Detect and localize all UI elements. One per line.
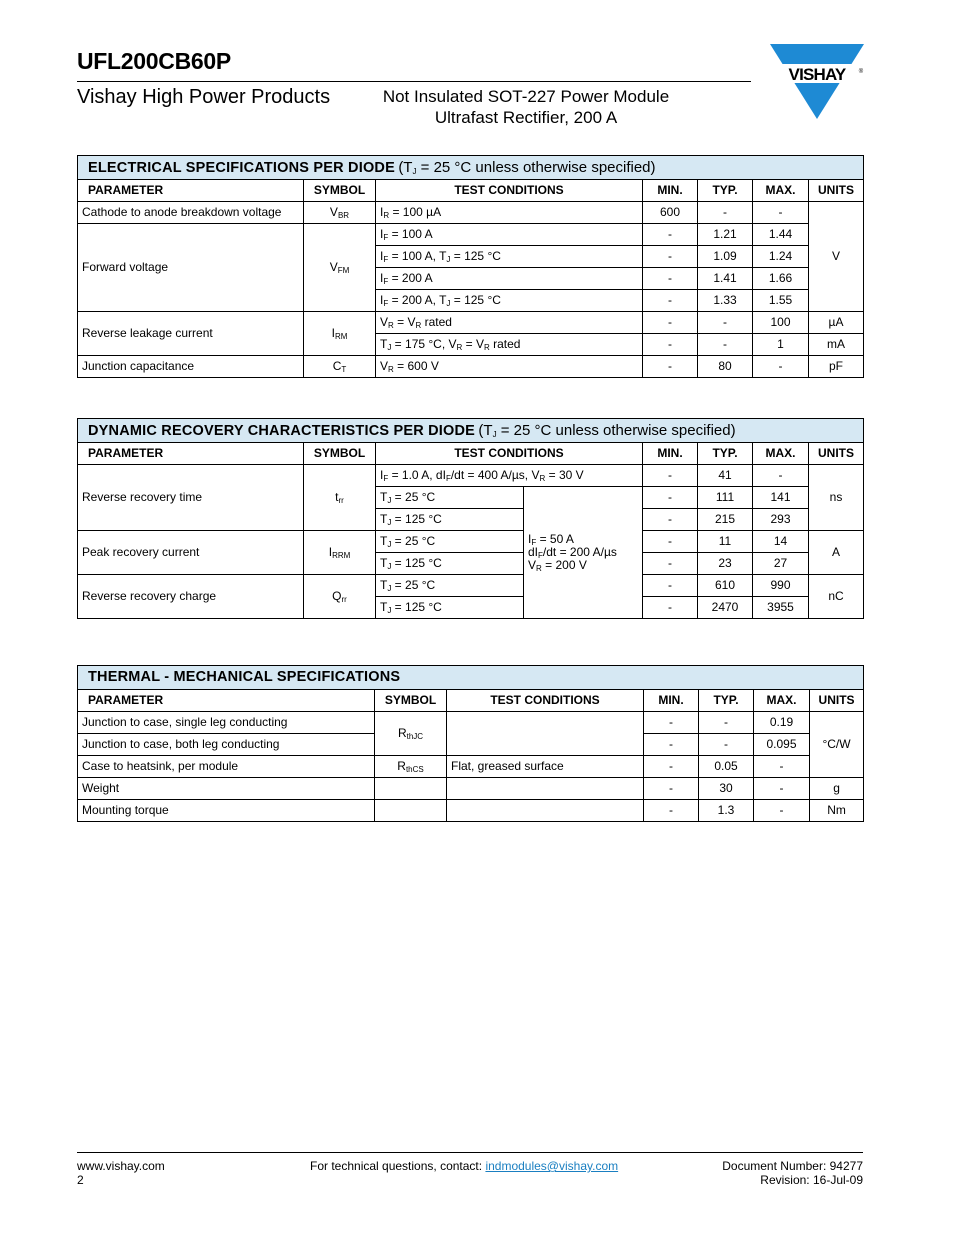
col-units: UNITS [810,690,864,712]
param-cell: Mounting torque [78,800,375,822]
typ-cell: 1.33 [698,290,753,312]
typ-cell: 41 [698,465,753,487]
max-cell: 0.19 [754,712,810,734]
units-cell: g [810,778,864,800]
typ-cell: 23 [698,553,753,575]
logo-registered-mark: ® [858,69,864,75]
max-cell: 27 [753,553,809,575]
shared-condition-line: $dI_F/dt = 200$ A/µs [528,545,617,560]
typ-cell: - [698,334,753,356]
revision: Revision: 16-Jul-09 [760,1173,863,1187]
min-cell: - [643,246,698,268]
param-cell: Reverse recovery charge [78,575,304,619]
typ-cell: 610 [698,575,753,597]
condition-cell: $I_F = 1.0$ A, $dI_F/dt = 400$ A/µs, $V_R = 30$ V [376,465,643,487]
shared-condition-line: $I_F = 50$ A [528,532,574,547]
max-cell: 100 [753,312,809,334]
min-cell: - [643,268,698,290]
table-row [78,800,864,822]
footer-contact [310,1159,618,1173]
shared-condition-cell [524,487,643,619]
col-typ: TYP. [699,690,754,712]
table-title-row [78,419,864,443]
condition-cell: $I_F = 200$ A, $T_J = 125$ °C [376,290,643,312]
typ-cell: - [699,734,754,756]
symbol-cell: $V_{FM}$ [304,224,376,312]
condition-cell: $T_J = 25$ °C [376,575,524,597]
logo-text: VISHAY [788,65,846,84]
title-text: DYNAMIC RECOVERY CHARACTERISTICS PER DIODE [88,422,476,439]
col-typ: TYP. [698,180,753,202]
max-cell: - [754,756,810,778]
units-cell: A [809,531,864,575]
col-parameter: PARAMETER [78,443,304,465]
col-max: MAX. [754,690,810,712]
symbol-cell: $t_{rr}$ [304,465,376,531]
page-number: 2 [77,1173,84,1187]
col-parameter: PARAMETER [78,180,304,202]
typ-cell: 2470 [698,597,753,619]
typ-cell: 11 [698,531,753,553]
typ-cell: 215 [698,509,753,531]
typ-cell: 1.41 [698,268,753,290]
units-cell: pF [809,356,864,378]
column-header-row [78,690,864,712]
typ-cell: - [699,712,754,734]
param-cell: Reverse recovery time [78,465,304,531]
typ-cell: 0.05 [699,756,754,778]
product-subtitle [356,86,696,128]
electrical-specifications-table [77,155,864,378]
max-cell: 1.44 [753,224,809,246]
param-cell: Junction to case, single leg conducting [78,712,375,734]
symbol-cell: $V_{BR}$ [304,202,376,224]
max-cell: - [753,356,809,378]
condition-cell: $I_R = 100$ µA [376,202,643,224]
min-cell: - [644,800,699,822]
table-title [78,156,864,180]
units-cell: µA [809,312,864,334]
condition-cell: $I_F = 100$ A [376,224,643,246]
min-cell: 600 [643,202,698,224]
table-title-row [78,156,864,180]
param-cell: Forward voltage [78,224,304,312]
brand-line: Vishay High Power Products [77,86,331,108]
min-cell: - [643,356,698,378]
condition-cell: $T_J = 25$ °C [376,531,524,553]
table-row [78,712,864,734]
param-cell: Junction to case, both leg conducting [78,734,375,756]
max-cell: 3955 [753,597,809,619]
header-rule [77,81,751,82]
symbol-cell: $Q_{rr}$ [304,575,376,619]
min-cell: - [644,778,699,800]
thermal-mechanical-table [77,665,864,822]
typ-cell: 1.09 [698,246,753,268]
condition-cell: $T_J = 175$ °C, $V_R = V_R$ rated [376,334,643,356]
condition-cell: Flat, greased surface [447,756,644,778]
min-cell: - [643,312,698,334]
condition-cell: $V_R = V_R$ rated [376,312,643,334]
symbol-cell [375,778,447,800]
typ-cell: 80 [698,356,753,378]
col-min: MIN. [643,180,698,202]
col-units: UNITS [809,180,864,202]
column-header-row [78,180,864,202]
part-number: UFL200CB60P [77,48,231,74]
condition-cell: $I_F = 200$ A [376,268,643,290]
param-cell: Cathode to anode breakdown voltage [78,202,304,224]
footer-right [722,1159,863,1187]
table-row [78,356,864,378]
condition-cell: $T_J = 125$ °C [376,509,524,531]
min-cell: - [643,224,698,246]
param-cell: Reverse leakage current [78,312,304,356]
min-cell: - [644,734,699,756]
min-cell: - [643,597,698,619]
document-number: Document Number: 94277 [722,1159,863,1173]
units-cell: ns [809,465,864,531]
symbol-cell: $R_{thJC}$ [375,712,447,756]
condition-cell [447,800,644,822]
condition-cell: $V_R = 600$ V [376,356,643,378]
max-cell: - [753,465,809,487]
col-typ: TYP. [698,443,753,465]
min-cell: - [643,531,698,553]
units-cell: V [809,202,864,312]
subtitle-line-2: Ultrafast Rectifier, 200 A [434,108,618,127]
table-row [78,531,864,553]
col-test-conditions: TEST CONDITIONS [376,443,643,465]
units-cell: °C/W [810,712,864,778]
symbol-cell [375,800,447,822]
subtitle-line-1: Not Insulated SOT-227 Power Module [382,87,670,106]
min-cell: - [643,290,698,312]
table-row [78,778,864,800]
min-cell: - [643,465,698,487]
table-title-row [78,666,864,690]
max-cell: 1.66 [753,268,809,290]
max-cell: 1 [753,334,809,356]
title-text: ELECTRICAL SPECIFICATIONS PER DIODE [88,159,395,176]
typ-cell: - [698,312,753,334]
param-cell: Junction capacitance [78,356,304,378]
col-max: MAX. [753,180,809,202]
footer-left [77,1159,165,1187]
col-units: UNITS [809,443,864,465]
param-cell: Peak recovery current [78,531,304,575]
min-cell: - [643,487,698,509]
min-cell: - [644,712,699,734]
typ-cell: 1.3 [699,800,754,822]
min-cell: - [643,553,698,575]
table-row [78,202,864,224]
units-cell: nC [809,575,864,619]
max-cell: 1.55 [753,290,809,312]
col-parameter: PARAMETER [78,690,375,712]
title-text: THERMAL - MECHANICAL SPECIFICATIONS [88,669,401,685]
condition-cell: $T_J = 125$ °C [376,553,524,575]
min-cell: - [643,575,698,597]
max-cell: - [754,800,810,822]
column-header-row [78,443,864,465]
col-max: MAX. [753,443,809,465]
title-condition: ($T_J = 25$ °C unless otherwise specified) [478,421,736,439]
condition-cell: $T_J = 25$ °C [376,487,524,509]
max-cell: 0.095 [754,734,810,756]
symbol-cell: $R_{thCS}$ [375,756,447,778]
max-cell: 141 [753,487,809,509]
typ-cell: 1.21 [698,224,753,246]
table-row [78,756,864,778]
typ-cell: - [698,202,753,224]
table-row [78,312,864,334]
max-cell: 14 [753,531,809,553]
dynamic-recovery-table [77,418,864,619]
typ-cell: 111 [698,487,753,509]
col-min: MIN. [643,443,698,465]
shared-condition-line: $V_R = 200$ V [528,558,587,573]
vishay-logo [770,44,864,120]
footer-rule [77,1152,863,1153]
min-cell: - [644,756,699,778]
min-cell: - [643,334,698,356]
units-cell: Nm [810,800,864,822]
contact-email-link[interactable]: indmodules@vishay.com [485,1159,619,1173]
col-symbol: SYMBOL [304,180,376,202]
col-test-conditions: TEST CONDITIONS [376,180,643,202]
table-row [78,224,864,246]
max-cell: - [754,778,810,800]
col-symbol: SYMBOL [304,443,376,465]
col-min: MIN. [644,690,699,712]
table-row [78,465,864,487]
condition-cell [447,778,644,800]
col-test-conditions: TEST CONDITIONS [447,690,644,712]
condition-cell: $T_J = 125$ °C [376,597,524,619]
param-cell: Weight [78,778,375,800]
max-cell: 990 [753,575,809,597]
min-cell: - [643,509,698,531]
symbol-cell: $C_T$ [304,356,376,378]
table-title [78,419,864,443]
table-title [78,666,864,690]
param-cell: Case to heatsink, per module [78,756,375,778]
contact-label: For technical questions, contact: [310,1159,486,1173]
max-cell: 1.24 [753,246,809,268]
col-symbol: SYMBOL [375,690,447,712]
max-cell: - [753,202,809,224]
title-condition: ($T_J = 25$ °C unless otherwise specified) [398,158,656,176]
units-cell: mA [809,334,864,356]
condition-cell: $I_F = 100$ A, $T_J = 125$ °C [376,246,643,268]
condition-cell [447,712,644,756]
table-row [78,575,864,597]
max-cell: 293 [753,509,809,531]
typ-cell: 30 [699,778,754,800]
footer-website: www.vishay.com [77,1159,165,1173]
symbol-cell: $I_{RM}$ [304,312,376,356]
symbol-cell: $I_{RRM}$ [304,531,376,575]
